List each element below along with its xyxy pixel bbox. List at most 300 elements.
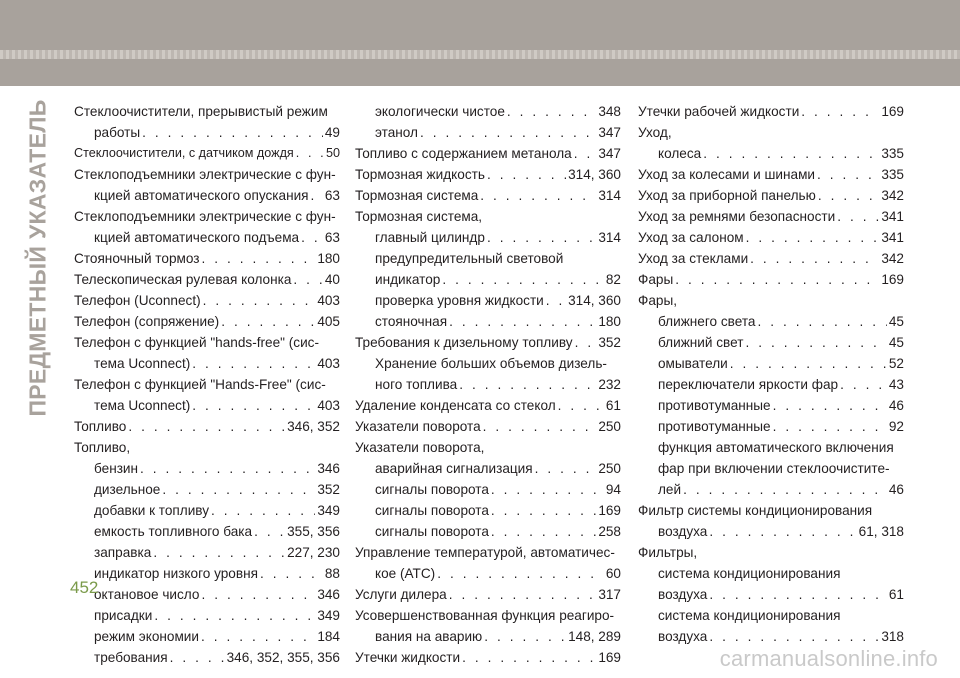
index-term: система кондиционирования [658, 566, 841, 581]
dot-leader [750, 248, 879, 269]
index-entry-line [638, 563, 904, 584]
index-entry-line [638, 437, 904, 458]
watermark: carmanualsonline.info [719, 646, 938, 671]
index-entry [355, 542, 621, 584]
index-term: Услуги дилера [355, 587, 447, 602]
page-reference: 346 [317, 587, 340, 602]
dot-leader [140, 458, 315, 479]
index-term: Телефон с функцией "Hands-Free" (сис- [74, 377, 326, 392]
dot-leader [449, 311, 596, 332]
index-entry [355, 521, 621, 542]
dot-leader [483, 416, 597, 437]
dot-leader [683, 479, 887, 500]
index-entry [638, 101, 904, 122]
index-term: Тормозная жидкость [355, 167, 485, 182]
page-reference: 314 [598, 230, 621, 245]
index-term: Удаление конденсата со стекол [355, 398, 556, 413]
index-entry [355, 605, 621, 647]
index-entry-line [355, 143, 621, 164]
page-reference: 355, 356 [287, 524, 340, 539]
index-term: Утечки рабочей жидкости [638, 104, 800, 119]
dot-leader [574, 143, 597, 164]
index-entry-line [355, 269, 621, 290]
page-reference: 52 [888, 356, 904, 371]
index-term: этанол [375, 125, 418, 140]
index-term: Управление температурой, автоматичес- [355, 545, 615, 560]
index-entry-line [74, 185, 340, 206]
index-entry-line [74, 269, 340, 290]
dot-leader [203, 290, 316, 311]
index-column-1 [74, 101, 340, 668]
index-entry-line [638, 206, 904, 227]
index-entry [74, 416, 340, 437]
index-entry [355, 437, 621, 458]
index-entry [355, 290, 621, 311]
index-term: Уход за салоном [638, 230, 744, 245]
page-reference: 341 [881, 209, 904, 224]
header-band [0, 0, 960, 86]
index-term: индикатор [375, 272, 441, 287]
index-entry-line [355, 311, 621, 332]
index-term: колеса [658, 146, 702, 161]
dot-leader [491, 521, 596, 542]
dot-leader [709, 521, 856, 542]
index-term: Стеклоочистители, с датчиком дождя [74, 146, 294, 160]
index-entry-line [74, 479, 340, 500]
index-entry-line [638, 479, 904, 500]
page-reference: 61, 318 [858, 524, 904, 539]
index-entry-line [355, 374, 621, 395]
page-reference: 63 [324, 188, 340, 203]
dot-leader [293, 269, 322, 290]
page-reference: 43 [888, 377, 904, 392]
index-entry [355, 143, 621, 164]
page-reference: 180 [317, 251, 340, 266]
index-entry-line [355, 353, 621, 374]
page-reference: 45 [888, 335, 904, 350]
index-entry-line [638, 311, 904, 332]
page-reference: 184 [317, 629, 340, 644]
index-term: тема Uconnect) [94, 398, 191, 413]
page-reference: 88 [324, 566, 340, 581]
dot-leader [311, 185, 323, 206]
index-term: экологически чистое [375, 104, 505, 119]
index-entry [638, 311, 904, 332]
index-term: ного топлива [375, 377, 458, 392]
index-entry-line [355, 479, 621, 500]
index-term: режим экономии [94, 629, 199, 644]
index-term: стояночная [375, 314, 448, 329]
page-reference: 318 [881, 629, 904, 644]
page-reference: 50 [325, 146, 340, 160]
index-entry [74, 164, 340, 206]
dot-leader [192, 395, 315, 416]
page-reference: 92 [888, 419, 904, 434]
page-reference: 169 [881, 272, 904, 287]
page-reference: 45 [888, 314, 904, 329]
dot-leader [153, 542, 285, 563]
dot-leader [201, 626, 315, 647]
index-term: противотуманные [658, 419, 771, 434]
index-term: сигналы поворота [375, 524, 489, 539]
index-entry-line [638, 521, 904, 542]
index-entry [74, 101, 340, 143]
index-entry-line [638, 542, 904, 563]
index-entry [74, 500, 340, 521]
page-reference: 46 [888, 398, 904, 413]
index-term: Уход за приборной панелью [638, 188, 816, 203]
index-entry [355, 353, 621, 395]
index-entry-line [355, 395, 621, 416]
index-entry-line [638, 500, 904, 521]
index-entry-line [355, 458, 621, 479]
index-entry-line [74, 521, 340, 542]
index-entry [638, 395, 904, 416]
index-entry [74, 626, 340, 647]
index-term: октановое число [94, 587, 200, 602]
dot-leader [801, 101, 879, 122]
index-entry [74, 332, 340, 374]
index-term: Стеклоочистители, прерывистый режим [74, 104, 328, 119]
dot-leader [575, 332, 597, 353]
index-entry-line [74, 332, 340, 353]
dot-leader [746, 227, 880, 248]
page-reference: 250 [598, 461, 621, 476]
dot-leader [162, 479, 315, 500]
index-entry-line [74, 227, 340, 248]
index-entry-line [638, 416, 904, 437]
index-entry-line [74, 248, 340, 269]
index-term: емкость топливного бака [94, 524, 253, 539]
dot-leader [128, 416, 285, 437]
index-term: Фильтры, [638, 545, 698, 560]
index-entry [74, 248, 340, 269]
index-term: индикатор низкого уровня [94, 566, 258, 581]
index-entry [638, 332, 904, 353]
index-entry [638, 248, 904, 269]
header-stripe [0, 50, 960, 59]
index-term: Указатели поворота [355, 419, 481, 434]
dot-leader [462, 647, 596, 668]
index-entry-line [638, 269, 904, 290]
index-entry-line [355, 605, 621, 626]
index-entry [638, 416, 904, 437]
index-entry-line [638, 584, 904, 605]
index-entry [638, 374, 904, 395]
index-entry-line [355, 416, 621, 437]
index-entry [74, 521, 340, 542]
index-term: Топливо с содержанием метанола [355, 146, 572, 161]
index-entry [355, 584, 621, 605]
index-entry-line [355, 185, 621, 206]
page-reference: 314 [598, 188, 621, 203]
dot-leader [211, 500, 315, 521]
index-term: сигналы поворота [375, 503, 489, 518]
page-reference: 314, 360 [568, 293, 621, 308]
page-reference: 169 [598, 650, 621, 665]
index-entry-line [74, 500, 340, 521]
index-entry-line [74, 374, 340, 395]
page-reference: 342 [881, 188, 904, 203]
index-entry [638, 437, 904, 500]
index-entry [74, 206, 340, 248]
index-entry [355, 206, 621, 227]
index-term: ближнего света [658, 314, 756, 329]
index-entry-line [74, 143, 340, 164]
dot-leader [535, 458, 597, 479]
index-term: воздуха [658, 587, 708, 602]
page-reference: 49 [324, 125, 340, 140]
page-reference: 352 [317, 482, 340, 497]
page-reference: 349 [317, 608, 340, 623]
index-entry-line [355, 206, 621, 227]
page-reference: 227, 230 [287, 545, 340, 560]
index-term: лей [658, 482, 682, 497]
index-term: Уход за колесами и шинами [638, 167, 816, 182]
index-entry [355, 500, 621, 521]
index-entry [355, 458, 621, 479]
index-term: Топливо, [74, 440, 131, 455]
dot-leader [703, 143, 879, 164]
index-entry-line [74, 101, 340, 122]
dot-leader [818, 185, 879, 206]
index-entry-line [638, 122, 904, 143]
index-term: Фильтр системы кондиционирования [638, 503, 873, 518]
index-entry-line [74, 542, 340, 563]
index-term: Утечки жидкости [355, 650, 461, 665]
index-term: воздуха [658, 524, 708, 539]
index-entry [638, 143, 904, 164]
index-term: Телефон (сопряжение) [74, 314, 220, 329]
index-column-3 [638, 101, 904, 647]
dot-leader [260, 563, 323, 584]
dot-leader [773, 395, 887, 416]
index-entry-line [638, 353, 904, 374]
index-entry [355, 479, 621, 500]
dot-leader [837, 206, 879, 227]
index-term: Требования к дизельному топливу [355, 335, 573, 350]
dot-leader [487, 227, 596, 248]
index-term: функция автоматического включения [658, 440, 894, 455]
section-side-tab [18, 95, 58, 420]
index-entry [355, 227, 621, 248]
index-entry-line [355, 101, 621, 122]
index-term: система кондиционирования [658, 608, 841, 623]
section-title: ПРЕДМЕТНЫЙ УКАЗАТЕЛЬ [24, 98, 51, 417]
index-entry-line [355, 626, 621, 647]
page-reference: 60 [605, 566, 621, 581]
index-term: Топливо [74, 419, 127, 434]
page-reference: 180 [598, 314, 621, 329]
index-term: тема Uconnect) [94, 356, 191, 371]
index-entry [355, 416, 621, 437]
page-reference: 346 [317, 461, 340, 476]
index-entry [74, 479, 340, 500]
page-reference: 169 [881, 104, 904, 119]
page-reference: 352 [598, 335, 621, 350]
page-reference: 250 [598, 419, 621, 434]
index-entry-line [74, 584, 340, 605]
page-reference: 61 [605, 398, 621, 413]
index-entry-line [638, 332, 904, 353]
index-entry-line [638, 374, 904, 395]
index-entry-line [638, 290, 904, 311]
page-reference: 148, 289 [568, 629, 621, 644]
dot-leader [484, 626, 566, 647]
index-entry [638, 164, 904, 185]
index-term: Тормозная система [355, 188, 479, 203]
index-entry-line [638, 248, 904, 269]
index-term: предупредительный световой [375, 251, 564, 266]
index-entry [638, 185, 904, 206]
index-term: Уход за ремнями безопасности [638, 209, 836, 224]
page-reference: 232 [598, 377, 621, 392]
index-term: противотуманные [658, 398, 771, 413]
dot-leader [449, 584, 597, 605]
dot-leader [201, 584, 315, 605]
index-entry [638, 269, 904, 290]
index-entry-line [638, 227, 904, 248]
index-entry-line [74, 290, 340, 311]
index-entry-line [355, 563, 621, 584]
index-term: Стояночный тормоз [74, 251, 200, 266]
dot-leader [296, 143, 324, 164]
index-entry-line [74, 458, 340, 479]
dot-leader [709, 584, 887, 605]
index-entry-line [355, 248, 621, 269]
dot-leader [202, 248, 316, 269]
index-term: ближний свет [658, 335, 744, 350]
index-entry-line [355, 164, 621, 185]
index-entry-line [355, 332, 621, 353]
index-entry-line [638, 626, 904, 647]
index-entry-line [355, 122, 621, 143]
dot-leader [459, 374, 596, 395]
index-entry-line [638, 185, 904, 206]
page-reference: 258 [598, 524, 621, 539]
index-term: Уход за стеклами [638, 251, 749, 266]
dot-leader [558, 395, 604, 416]
page-reference: 82 [605, 272, 621, 287]
index-entry-line [74, 353, 340, 374]
dot-leader [491, 500, 596, 521]
index-term: главный цилиндр [375, 230, 485, 245]
index-entry-line [74, 437, 340, 458]
index-term: Телефон (Uconnect) [74, 293, 201, 308]
index-term: проверка уровня жидкости [375, 293, 544, 308]
index-entry-line [74, 164, 340, 185]
index-term: фар при включении стеклоочистите- [658, 461, 890, 476]
dot-leader [745, 332, 886, 353]
index-entry-line [638, 143, 904, 164]
index-column-2 [355, 101, 621, 668]
index-term: бензин [94, 461, 139, 476]
index-term: Фары, [638, 293, 678, 308]
index-entry [355, 647, 621, 668]
index-term: добавки к топливу [94, 503, 210, 518]
page-reference: 335 [881, 167, 904, 182]
dot-leader [507, 101, 596, 122]
index-entry [74, 563, 340, 584]
index-entry-line [74, 605, 340, 626]
dot-leader [817, 164, 879, 185]
dot-leader [773, 416, 887, 437]
page-reference: 403 [317, 356, 340, 371]
index-entry [74, 311, 340, 332]
dot-leader [709, 626, 879, 647]
index-entry [355, 164, 621, 185]
index-term: вания на аварию [375, 629, 483, 644]
index-entry-line [74, 647, 340, 668]
index-term: Стеклоподъемники электрические с фун- [74, 167, 336, 182]
page-reference: 61 [888, 587, 904, 602]
index-term: Фары [638, 272, 674, 287]
index-entry-line [74, 122, 340, 143]
index-term: Указатели поворота, [355, 440, 485, 455]
index-term: кое (АТС) [375, 566, 436, 581]
index-entry [355, 122, 621, 143]
index-entry [74, 605, 340, 626]
index-entry-line [74, 206, 340, 227]
index-entry-line [74, 416, 340, 437]
dot-leader [480, 185, 596, 206]
index-term: присадки [94, 608, 153, 623]
page-reference: 347 [598, 125, 621, 140]
index-term: Телефон с функцией "hands-free" (сис- [74, 335, 319, 350]
index-term: аварийная сигнализация [375, 461, 533, 476]
index-entry [638, 500, 904, 542]
index-entry-line [355, 437, 621, 458]
index-term: сигналы поворота [375, 482, 489, 497]
page-reference: 347 [598, 146, 621, 161]
index-entry [638, 542, 904, 563]
page-reference: 317 [598, 587, 621, 602]
dot-leader [192, 353, 315, 374]
index-entry [355, 332, 621, 353]
page-reference: 341 [881, 230, 904, 245]
index-entry [355, 101, 621, 122]
index-entry [74, 269, 340, 290]
index-entry-line [74, 311, 340, 332]
index-term: Уход, [638, 125, 672, 140]
index-term: Тормозная система, [355, 209, 483, 224]
dot-leader [442, 269, 604, 290]
dot-leader [170, 647, 225, 668]
dot-leader [221, 311, 315, 332]
index-entry [638, 206, 904, 227]
index-entry-line [638, 164, 904, 185]
index-entry [355, 311, 621, 332]
dot-leader [757, 311, 886, 332]
dot-leader [730, 353, 887, 374]
page-reference: 63 [324, 230, 340, 245]
index-term: Телескопическая рулевая колонка [74, 272, 292, 287]
index-entry [74, 290, 340, 311]
index-entry [638, 227, 904, 248]
index-term: требования [94, 650, 168, 665]
index-entry-line [74, 563, 340, 584]
index-entry [74, 437, 340, 458]
index-term: кцией автоматического подъема [94, 230, 300, 245]
index-entry [638, 353, 904, 374]
dot-leader [840, 374, 887, 395]
page-reference: 346, 352 [287, 419, 340, 434]
dot-leader [437, 563, 604, 584]
dot-leader [254, 521, 285, 542]
index-entry [638, 290, 904, 311]
index-entry [74, 542, 340, 563]
page-reference: 46 [888, 482, 904, 497]
